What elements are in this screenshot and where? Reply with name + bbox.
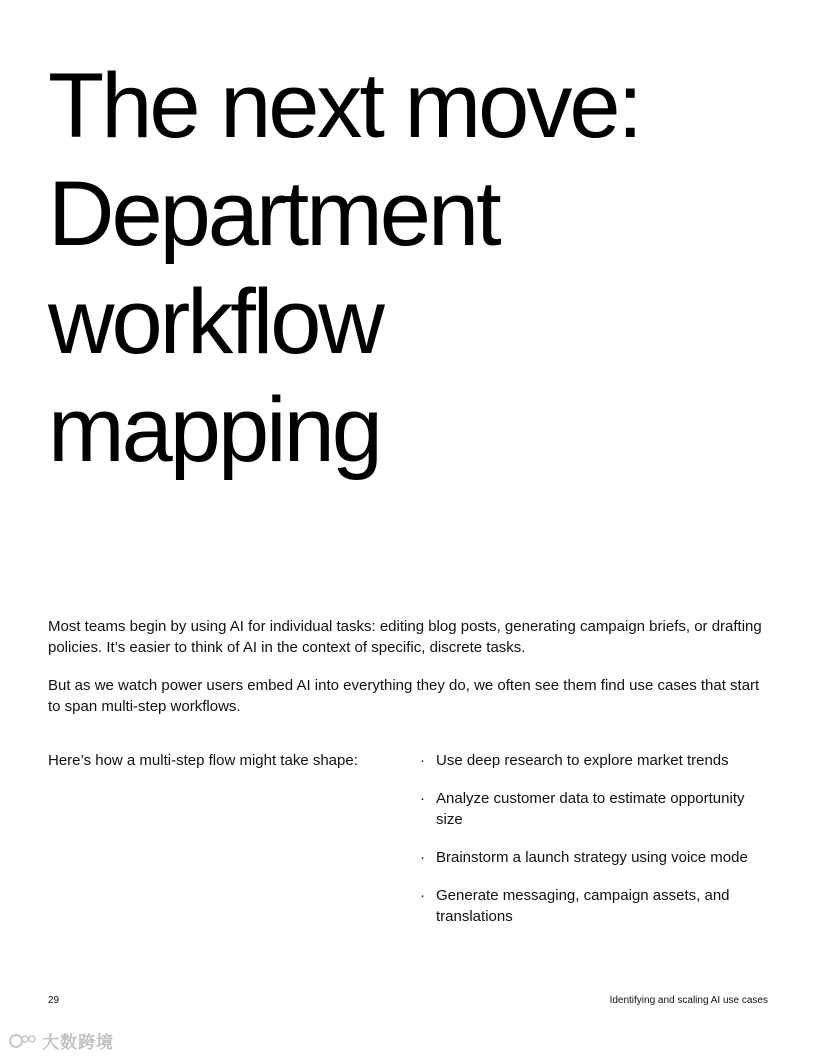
bullet-icon: · [420, 752, 425, 769]
title-line-3: workflow [48, 271, 382, 373]
list-item [420, 885, 770, 927]
workflow-steps-list [420, 750, 770, 944]
flow-lead-text: Here’s how a multi-step flow might take shape: [48, 752, 358, 769]
title-line-1: The next move: [48, 55, 641, 157]
step-text: Brainstorm a launch strategy using voice mode [436, 849, 748, 866]
bullet-icon: · [420, 849, 425, 866]
step-text: Analyze customer data to estimate opportunity size [436, 790, 745, 828]
intro-section [48, 616, 768, 734]
title-line-2: Department [48, 163, 499, 265]
list-item [420, 847, 770, 868]
list-item [420, 788, 770, 830]
bullet-icon: · [420, 790, 425, 807]
page-number: 29 [48, 995, 60, 1006]
watermark [8, 1028, 114, 1053]
intro-paragraph-2: But as we watch power users embed AI into everything they do, we often see them find use cases that start to span multi-step workflows. [48, 677, 760, 715]
step-text: Generate messaging, campaign assets, and translations [436, 887, 730, 925]
list-item [420, 750, 770, 771]
bullet-icon: · [420, 887, 425, 904]
step-text: Use deep research to explore market trends [436, 752, 729, 769]
watermark-logo-icon [8, 1032, 38, 1050]
section-title: Identifying and scaling AI use cases [609, 995, 768, 1006]
intro-paragraph-1: Most teams begin by using AI for individual tasks: editing blog posts, generating campaign briefs, or drafting policies. It’s easier to think of AI in the context of specific, discrete tasks. [48, 618, 762, 656]
page-title [48, 52, 788, 484]
title-line-4: mapping [48, 379, 380, 481]
watermark-text: 大数跨境 [42, 1033, 114, 1052]
